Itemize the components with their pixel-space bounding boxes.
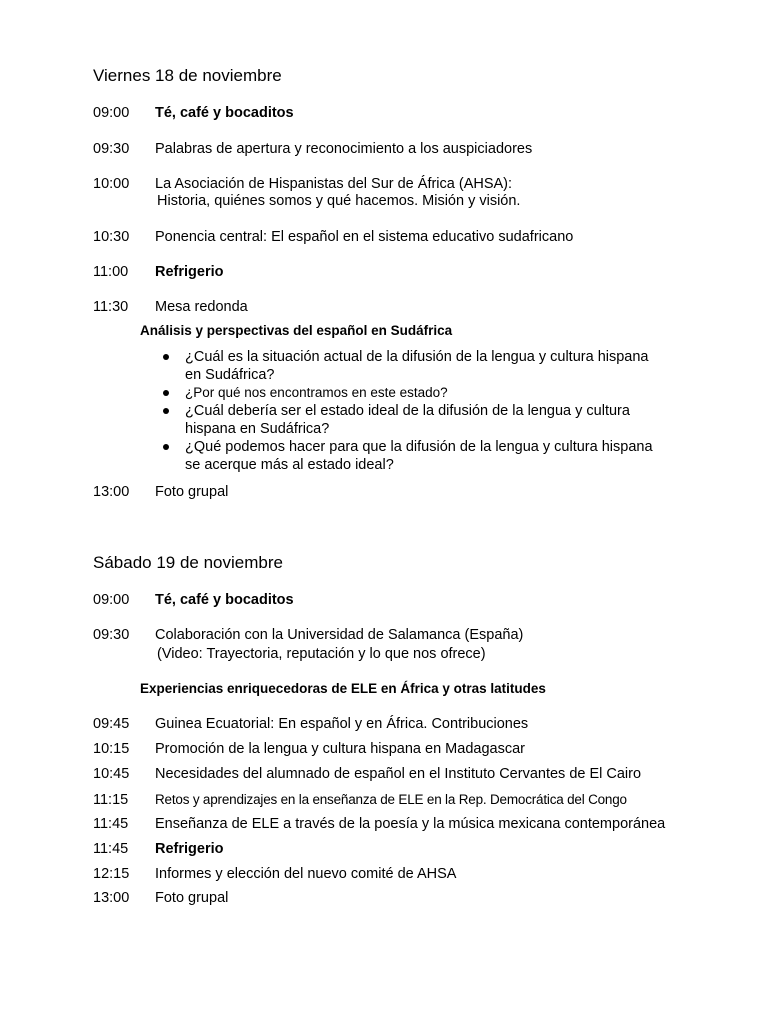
row-text: Foto grupal: [155, 484, 229, 500]
question-line2: hispana en Sudáfrica?: [185, 421, 330, 437]
bullet-icon: [163, 390, 169, 396]
row-time: 13:00: [93, 890, 130, 906]
row-text: Promoción de la lengua y cultura hispana en Madagascar: [155, 741, 525, 757]
row-time: 11:00: [93, 264, 129, 280]
list-item: [160, 348, 740, 384]
bullet-icon: [163, 354, 169, 360]
row-text: Ponencia central: El español en el sistema educativo sudafricano: [155, 229, 574, 245]
day1-row-0930: [93, 140, 532, 159]
row-time: 09:00: [93, 105, 130, 121]
row-time: 10:30: [93, 229, 130, 245]
row-time: 09:00: [93, 592, 130, 608]
question-line2: en Sudáfrica?: [185, 367, 275, 383]
day1-row-1100: [93, 263, 224, 282]
day2-row-1215: [93, 865, 456, 884]
row-text: Enseñanza de ELE a través de la poesía y la música mexicana contemporánea: [155, 816, 666, 832]
roundtable-questions: [160, 348, 740, 474]
day2-row-1145-break: [93, 840, 224, 859]
row-time: 12:15: [93, 866, 130, 882]
day1-row-0900: [93, 104, 294, 123]
row-time: 09:45: [93, 716, 130, 732]
day1-row-1130: [93, 298, 248, 317]
row-text: Foto grupal: [155, 890, 229, 906]
list-item: [160, 438, 740, 474]
row-text: Guinea Ecuatorial: En español y en África. Contribuciones: [155, 716, 529, 732]
row-text: Refrigerio: [155, 841, 224, 857]
row-text: La Asociación de Hispanistas del Sur de África (AHSA):: [155, 176, 513, 192]
row-time: 11:15: [93, 792, 129, 808]
day1-row-1000-line2: Historia, quiénes somos y qué hacemos. Misión y visión.: [157, 193, 521, 209]
question-line2: se acerque más al estado ideal?: [185, 457, 394, 473]
row-time: 11:45: [93, 841, 129, 857]
row-time: 10:45: [93, 766, 130, 782]
row-time: 10:15: [93, 741, 130, 757]
row-text: Informes y elección del nuevo comité de AHSA: [155, 866, 457, 882]
row-text: Mesa redonda: [155, 299, 248, 315]
day2-row-1045: [93, 765, 641, 784]
list-item: [160, 402, 740, 438]
question-line1: ¿Por qué nos encontramos en este estado?: [185, 385, 448, 400]
row-text: Retos y aprendizajes en la enseñanza de ELE en la Rep. Democrática del Congo: [155, 792, 627, 807]
bullet-icon: [163, 408, 169, 414]
row-time: 09:30: [93, 141, 130, 157]
experiences-heading: Experiencias enriquecedoras de ELE en África y otras latitudes: [140, 681, 546, 696]
day1-row-1300: [93, 483, 228, 502]
question-line1: ¿Cuál es la situación actual de la difusión de la lengua y cultura hispana: [185, 349, 649, 365]
day2-title: Sábado 19 de noviembre: [93, 553, 283, 572]
question-line1: ¿Cuál debería ser el estado ideal de la difusión de la lengua y cultura: [185, 403, 630, 419]
day2-row-0930: [93, 626, 523, 645]
row-time: 13:00: [93, 484, 130, 500]
roundtable-heading: Análisis y perspectivas del español en Sudáfrica: [140, 323, 453, 338]
row-text: Refrigerio: [155, 264, 224, 280]
row-text: Té, café y bocaditos: [155, 592, 294, 608]
row-time: 09:30: [93, 627, 130, 643]
day2-row-0945: [93, 715, 528, 734]
bullet-icon: [163, 444, 169, 450]
row-text: Té, café y bocaditos: [155, 105, 294, 121]
day2-row-1300: [93, 889, 228, 908]
day1-title: Viernes 18 de noviembre: [93, 66, 282, 85]
row-time: 11:45: [93, 816, 129, 832]
row-time: 11:30: [93, 299, 129, 315]
day2-row-0900: [93, 591, 294, 610]
day1-row-1030: [93, 228, 573, 247]
day2-row-1015: [93, 740, 525, 759]
question-line1: ¿Qué podemos hacer para que la difusión de la lengua y cultura hispana: [185, 439, 653, 455]
list-item: [160, 384, 740, 402]
row-text: Palabras de apertura y reconocimiento a los auspiciadores: [155, 141, 533, 157]
day2-row-1145: [93, 815, 665, 834]
day2-row-0930-line2: (Video: Trayectoria, reputación y lo que nos ofrece): [157, 646, 486, 662]
day2-row-1115: [93, 790, 627, 810]
row-time: 10:00: [93, 176, 130, 192]
row-text: Colaboración con la Universidad de Salamanca (España): [155, 627, 524, 643]
row-text: Necesidades del alumnado de español en el Instituto Cervantes de El Cairo: [155, 766, 642, 782]
